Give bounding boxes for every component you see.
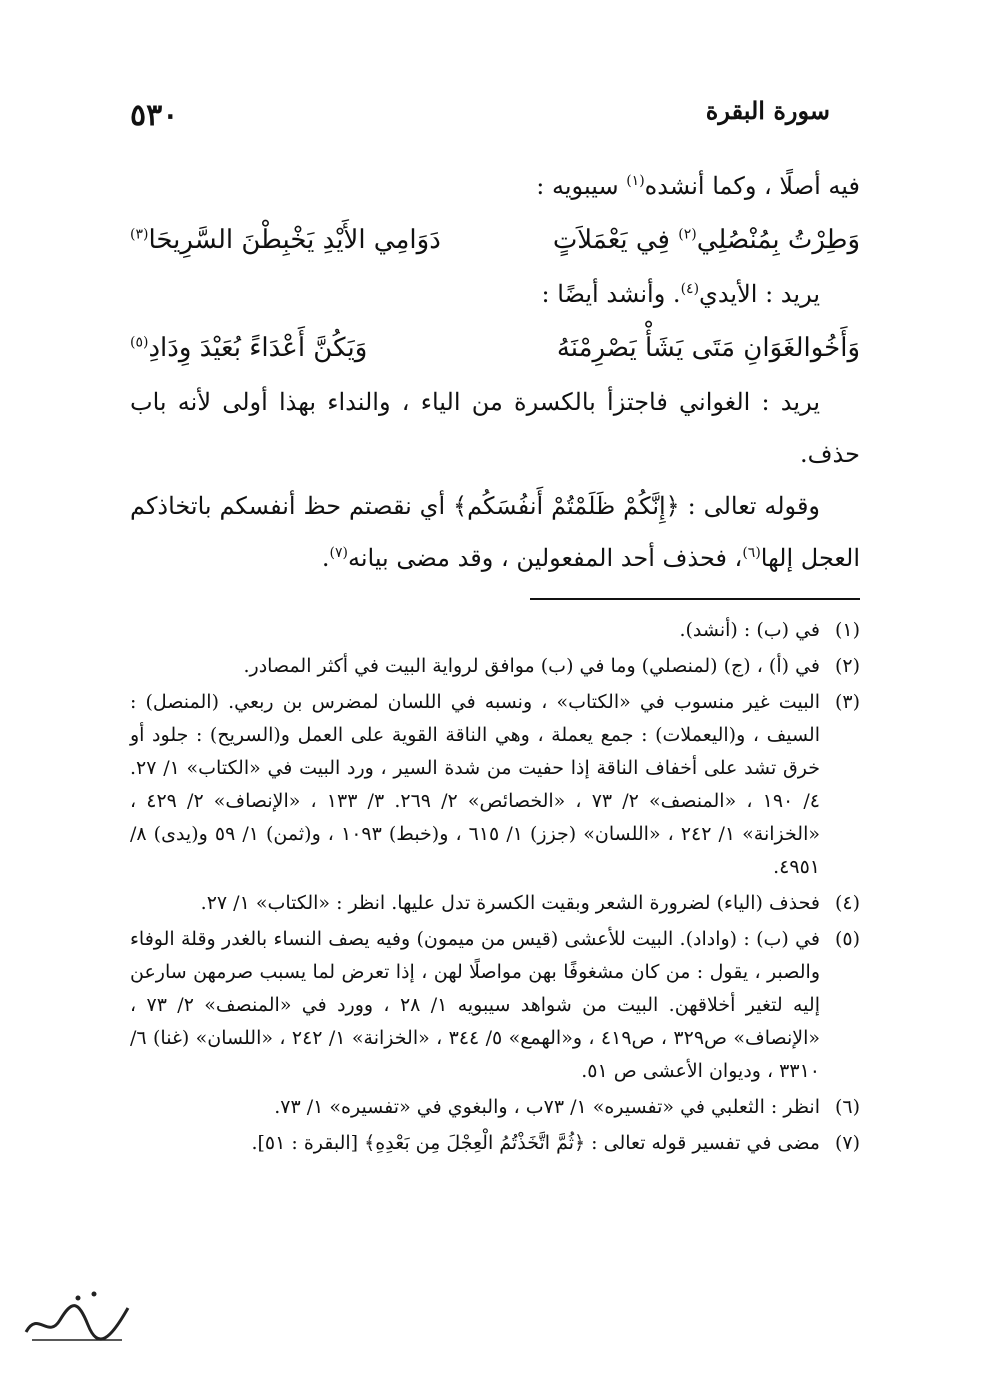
footnote [130,686,860,884]
footnote-ref-6[interactable]: (٦) [742,545,761,561]
footnote-ref-5[interactable]: (٥) [130,334,149,351]
footnote-text: مضى في تفسير قوله تعالى : ﴿ثُمَّ اتَّخَذْتُمُ الْعِجْلَ مِن بَعْدِهِ﴾ [البقرة : ٥١]. [251,1132,820,1154]
footnote-number: (٢) [834,655,860,677]
footnote-number: (٤) [834,892,860,914]
page-number: ٥٣٠ [130,98,179,133]
footnote-ref-1[interactable]: (١) [626,173,645,189]
footnote-number: (٥) [834,928,860,950]
footnote [130,887,860,920]
paragraph-2: يريد : الأيدي$^{(٤)}$. وأنشد أيضًا : [541,280,820,308]
footnote-ref-3[interactable]: (٣) [130,226,149,243]
footnotes [130,614,860,1163]
page-title: سورة البقرة [705,96,830,125]
verse-1-first-hemistich: وَطِرْتُ بِمُنْصُلِي$^{(٢)}$ فِي يَعْمَلاَتٍ [552,225,860,255]
verse-2-second-hemistich: وَيَكُنَّ أَعْدَاءً بُعَيْدَ وِدَادِ$^{(٥)}$ [130,333,368,363]
footnote [130,614,860,647]
footnote-number: (٦) [834,1096,860,1118]
verse-2-first-hemistich: وَأَخُوالغَوَانِ مَتَى يَشَأْ يَصْرِمْنَهُ [556,333,860,363]
footnote [130,650,860,683]
verse-1-second-hemistich: دَوَامِي الأَيْدِ يَخْبِطْنَ السَّرِيحَا$^{(٣)}$ [130,225,441,255]
footnote-ref-4[interactable]: (٤) [680,281,700,297]
footnote-text: في (ب) : (واداد). البيت للأعشى (قيس من ميمون) وفيه يصف النساء بالغدر وقلة الوفاء والصبر ، يقول : من كان مشغوفًا بهن مواصلًا لهن ، إذا تعرض لما يسبب صرمهن سارعن إليه لتغير أخلاقهن. البيت من شواهد سيبويه ١/ ٢٨ ، وورد في «المنصف» ٢/ ٧٣ ، «الإنصاف» ص٣٢٩ ، ص٤١٩ ، و«الهمع» ٥/ ٣٤٤ ، «الخزانة» ١/ ٢٤٢ ، «اللسان» (غنا) ٦/ ٣٣١٠ ، وديوان الأعشى ص ٥١. [130,928,820,1082]
footnote-number: (١) [834,619,860,641]
footnote-text: في (ب) : (أنشد). [679,619,820,641]
footnote-separator [530,598,860,600]
footnote-text: انظر : الثعلبي في «تفسيره» ١/ ٧٣ب ، والبغوي في «تفسيره» ١/ ٧٣. [274,1096,820,1118]
footnote-ref-7[interactable]: (٧) [329,545,348,561]
verse-1 [130,212,860,268]
footnote-text: في (أ) ، (ج) (لمنصلي) وما في (ب) موافق لرواية البيت في أكثر المصادر. [243,655,820,677]
paragraph-4: وقوله تعالى : ﴿إِنَّكُمْ ظَلَمْتُمْ أَنفُسَكُم﴾ أي نقصتم حظ أنفسكم باتخاذكم العجل إلها$^{(٦)}$، فحذف أحد المفعولين ، وقد مضى بيانه$^{(٧)}$. [130,492,860,572]
footnote-text: فحذف (الياء) لضرورة الشعر وبقيت الكسرة تدل عليها. انظر : «الكتاب» ١/ ٢٧. [200,892,820,914]
footnote-number: (٣) [834,691,860,713]
footnote [130,1127,860,1160]
paragraph-1: فيه أصلًا ، وكما أنشده$^{(١)}$ سيبويه : [536,172,860,200]
publisher-logo [18,1280,138,1350]
verse-2 [130,320,860,376]
footnote-number: (٧) [834,1132,860,1154]
paragraph-3: يريد : الغواني فاجتزأ بالكسرة من الياء ، والنداء بهذا أولى لأنه باب حذف. [130,388,860,468]
page-header [130,96,830,136]
footnote-text: البيت غير منسوب في «الكتاب» ، ونسبه في اللسان لمضرس بن ربعي. (المنصل) : السيف ، و(اليعملات) : جمع يعملة ، وهي الناقة القوية على العمل و(السريح) : جلود أو خرق تشد على أخفاف الناقة إذا حفيت من شدة السير ، ورد البيت في «الكتاب» ١/ ٢٧. ٤/ ١٩٠ ، «المنصف» ٢/ ٧٣ ، «الخصائص» ٢/ ٢٦٩. ٣/ ١٣٣ ، «الإنصاف» ٢/ ٤٢٩ ، «الخزانة» ١/ ٢٤٢ ، «اللسان» (جزز) ١/ ٦١٥ ، و(خبط) ١٠٩٣ ، و(ثمن) ١/ ٥٩ و(يدى) ٨/ ٤٩٥١. [130,691,820,878]
footnote [130,923,860,1088]
footnote [130,1091,860,1124]
main-text [130,160,860,584]
footnote-ref-2[interactable]: (٢) [678,226,697,243]
